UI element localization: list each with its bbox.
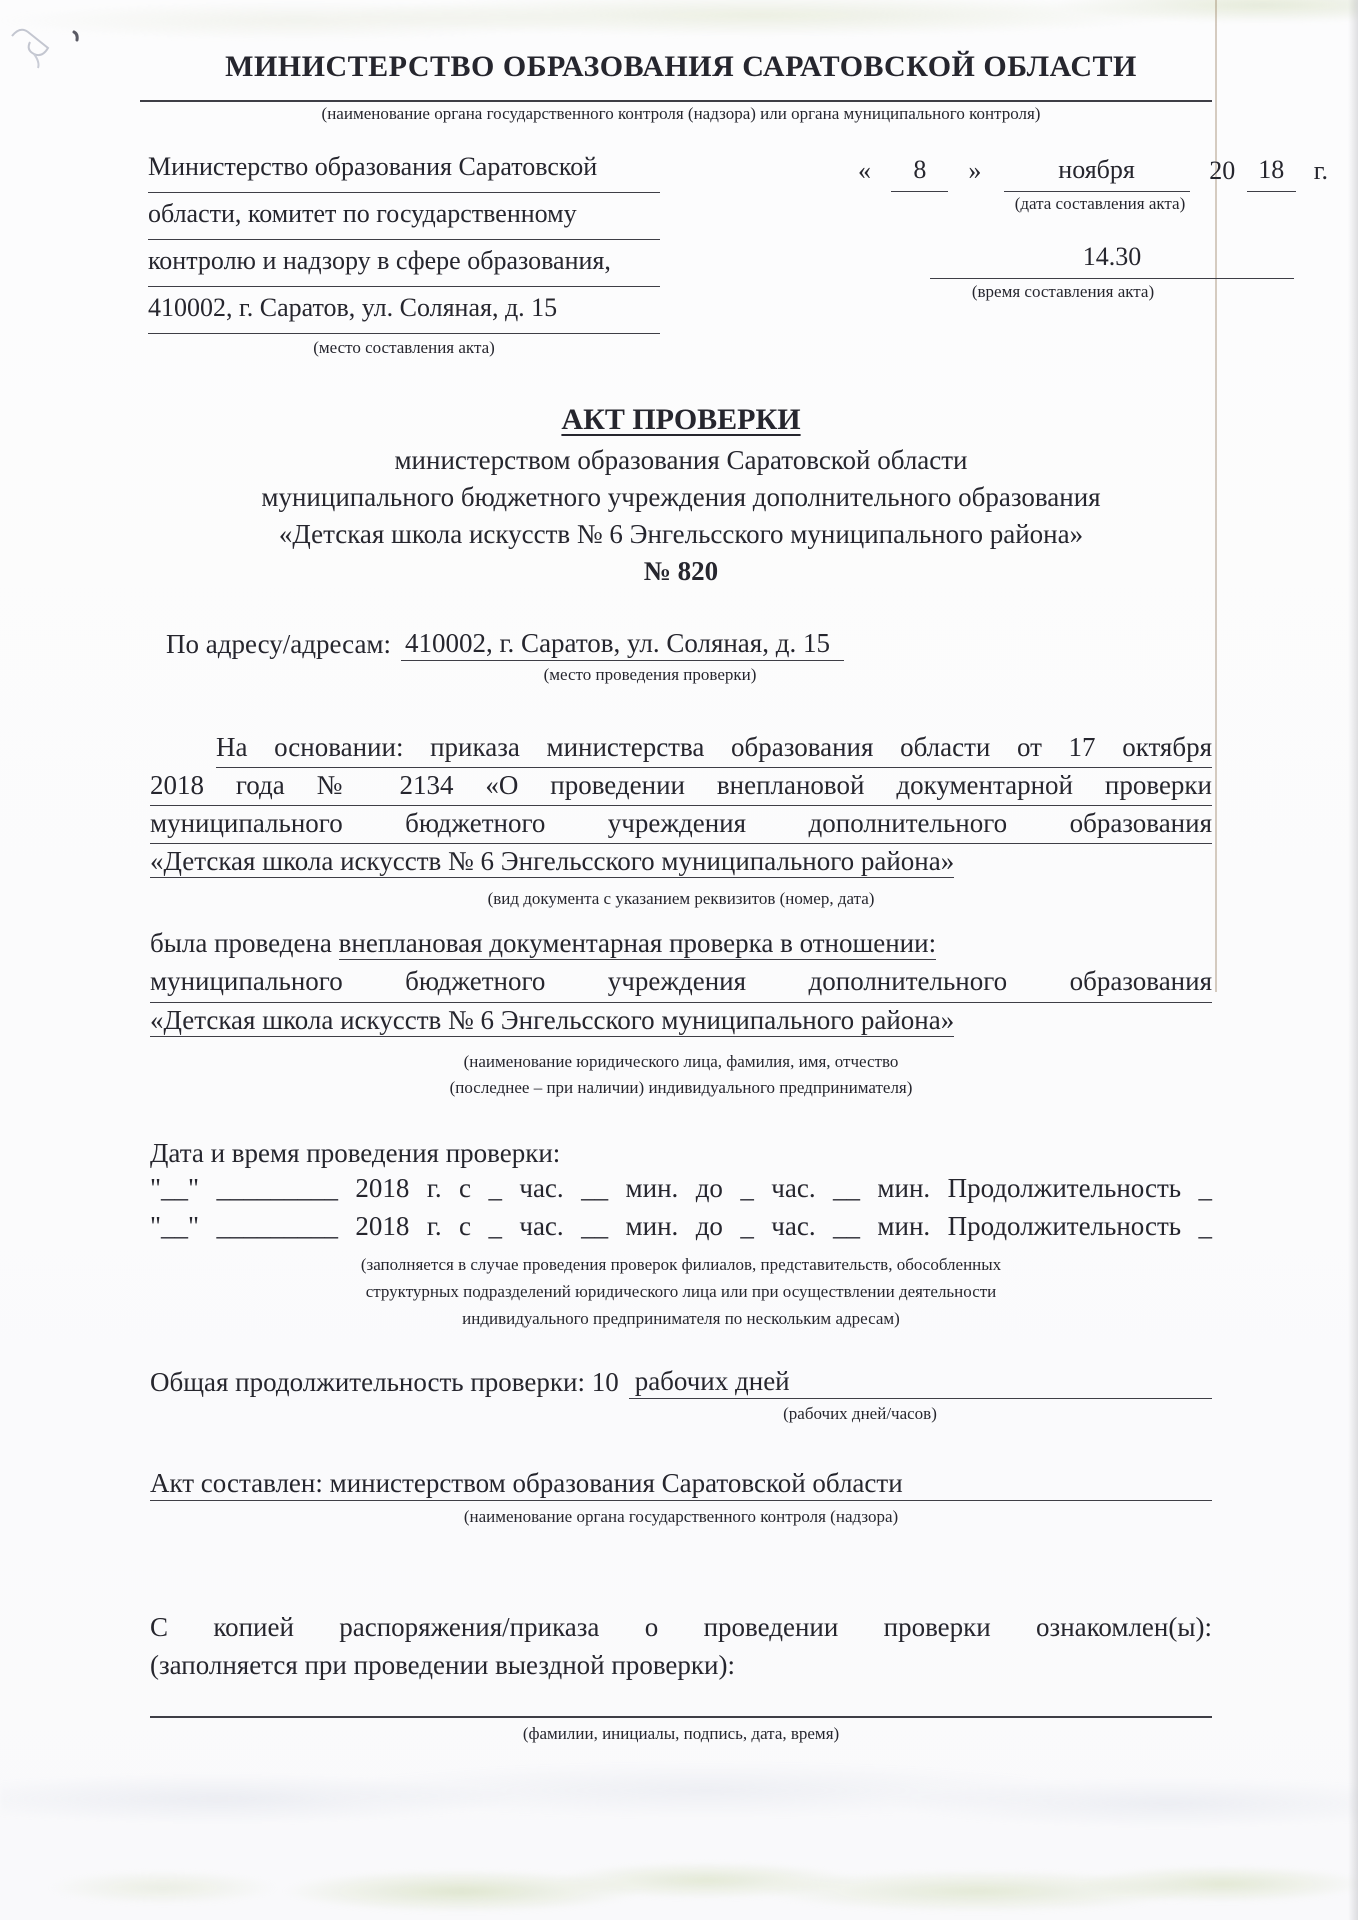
conducted-prefix: была проведена — [150, 928, 332, 958]
scan-artifact-bottom-noise — [0, 1756, 1358, 1842]
scan-artifact-bottom-green — [0, 1848, 1358, 1920]
datetime-heading: Дата и время проведения проверки: — [150, 1138, 561, 1168]
address-caption: (место проведения проверки) — [543, 665, 757, 684]
acquainted-line-2: (заполняется при проведении выездной проверки): — [150, 1650, 735, 1680]
issuer-line-4: 410002, г. Саратов, ул. Соляная, д. 15 — [148, 287, 660, 334]
conducted-line-2: муниципального бюджетного учреждения дополнительного образования — [150, 964, 1212, 1003]
conducted-caption-2: (последнее – при наличии) индивидуального предпринимателя) — [449, 1078, 913, 1097]
act-date-row — [858, 146, 1328, 192]
datetime-caption-2: структурных подразделений юридического лица или при осуществлении деятельности — [365, 1282, 997, 1301]
issuer-line-2: области, комитет по государственному — [148, 193, 660, 240]
datetime-row-1: "__" _________ 2018 г. с _ час. __ мин. до _ час. __ мин. Продолжительность _ — [150, 1173, 1212, 1203]
datetime-caption-3: индивидуального предпринимателя по нескольким адресам) — [462, 1309, 900, 1328]
duration-line — [150, 1364, 1212, 1399]
acquainted-line-1: С копией распоряжения/приказа о проведении проверки ознакомлен(ы): — [150, 1612, 1212, 1642]
header-caption: (наименование органа государственного контроля (надзора) или органа муниципального контроля) — [321, 104, 1041, 123]
act-date-month: ноября — [1004, 149, 1190, 192]
act-date-day: 8 — [891, 149, 948, 192]
act-subtitle-3: «Детская школа искусств № 6 Энгельсского муниципального района» — [278, 519, 1084, 549]
address-label: По адресу/адресам: — [166, 629, 392, 659]
open-quote: « — [858, 156, 871, 185]
duration-caption: (рабочих дней/часов) — [783, 1404, 937, 1423]
basis-line-4: «Детская школа искусств № 6 Энгельсского муниципального района» — [150, 846, 955, 876]
act-number: № 820 — [643, 556, 719, 586]
act-time-caption: (время составления акта) — [971, 282, 1155, 301]
duration-section — [150, 1364, 1212, 1424]
issuer-block — [148, 146, 660, 358]
pen-squiggle-mark — [4, 14, 114, 84]
address-value: 410002, г. Саратов, ул. Соляная, д. 15 — [401, 626, 844, 661]
act-time-value: 14.30 — [930, 240, 1294, 279]
duration-label: Общая продолжительность проверки: 10 — [150, 1367, 619, 1397]
scan-artifact-top-band — [0, 0, 1358, 44]
duration-value: рабочих дней — [629, 1364, 796, 1399]
datetime-caption-1: (заполняется в случае проведения проверок филиалов, представительств, обособленных — [360, 1255, 1002, 1274]
composed-line — [150, 1466, 1212, 1501]
composed-section — [150, 1466, 1212, 1527]
issuer-caption: (место составления акта) — [313, 338, 495, 357]
basis-line-2: 2018 года № 2134 «О проведении внеплановой документарной проверки — [150, 768, 1212, 806]
basis-line-1: На основании: приказа министерства образования области от 17 октября — [216, 730, 1212, 768]
basis-section — [150, 730, 1212, 909]
composed-text: Акт составлен: министерством образования Саратовской области — [150, 1466, 909, 1501]
datetime-section — [150, 1138, 1212, 1332]
document-authority-title: МИНИСТЕРСТВО ОБРАЗОВАНИЯ САРАТОВСКОЙ ОБЛАСТИ — [225, 50, 1137, 83]
signature-blank-line — [150, 1706, 1212, 1718]
scan-artifact-edge-shadow — [1348, 0, 1358, 1920]
act-title-block — [150, 400, 1212, 590]
conducted-line-1 — [150, 926, 1212, 964]
act-subtitle-2: муниципального бюджетного учреждения дополнительного образования — [261, 482, 1101, 512]
issuer-line-3: контролю и надзору в сфере образования, — [148, 240, 660, 287]
basis-caption: (вид документа с указанием реквизитов (номер, дата) — [487, 889, 875, 908]
issuer-line-1: Министерство образования Саратовской — [148, 146, 660, 193]
conducted-underlined: внеплановая документарная проверка в отношении: — [338, 928, 937, 958]
basis-line-3: муниципального бюджетного учреждения дополнительного образования — [150, 806, 1212, 844]
close-quote: » — [968, 156, 982, 185]
acquainted-caption: (фамилии, инициалы, подпись, дата, время) — [522, 1724, 840, 1743]
act-date-suffix: г. — [1313, 156, 1328, 185]
act-date-century: 20 — [1209, 156, 1236, 185]
acquainted-section — [150, 1608, 1212, 1744]
composed-blank-fill — [909, 1500, 1212, 1501]
act-title: АКТ ПРОВЕРКИ — [561, 403, 801, 436]
conducted-caption-1: (наименование юридического лица, фамилия, имя, отчество — [463, 1052, 899, 1071]
conducted-line-3: «Детская школа искусств № 6 Энгельсского муниципального района» — [150, 1005, 955, 1035]
composed-caption: (наименование органа государственного контроля (надзора) — [463, 1507, 899, 1526]
address-section — [150, 626, 1212, 685]
duration-blank-fill — [796, 1398, 1212, 1399]
conducted-section — [150, 926, 1212, 1101]
act-date-caption: (дата составления акта) — [1014, 194, 1186, 213]
act-subtitle-1: министерством образования Саратовской области — [394, 445, 968, 475]
act-date-year: 18 — [1247, 149, 1296, 192]
datetime-row-2: "__" _________ 2018 г. с _ час. __ мин. до _ час. __ мин. Продолжительность _ — [150, 1211, 1212, 1241]
address-line — [150, 626, 1212, 661]
date-time-block — [858, 146, 1328, 302]
header-rule — [140, 100, 1212, 102]
